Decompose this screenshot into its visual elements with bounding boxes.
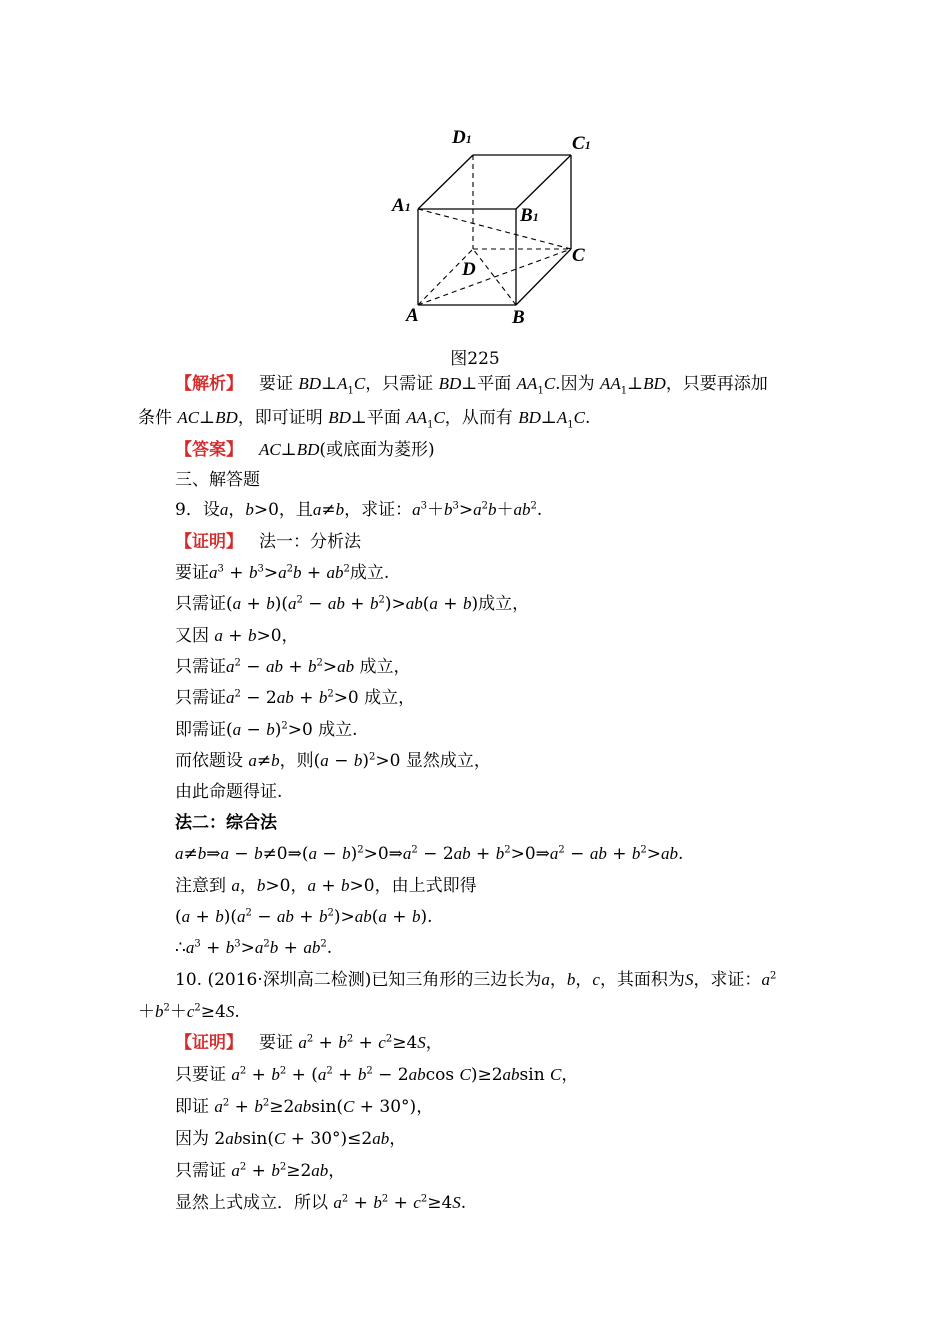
label-a1: A1 [392, 195, 411, 216]
figure-caption: 图225 [450, 349, 500, 369]
label-d1: D1 [452, 127, 472, 148]
analysis-line-2: 条件 AC⊥BD，即可证明 BD⊥平面 $AA_1C$，从而有 $BD\perp A_1C$. [138, 408, 591, 431]
label-c1: C1 [572, 133, 591, 154]
label-c: C [572, 245, 585, 266]
q9-step-7: 而依题设 a≠b，则$(a - b)^2>0$ 显然成立， [175, 751, 491, 771]
q10-proof-6: 显然上式成立．所以 $a^2 + b^2 + c^2\ge 4S$. [175, 1193, 467, 1213]
q9-step-3: 又因 a + b>0， [175, 626, 299, 646]
q10-stem-1: 10. (2016·深圳高二检测)已知三角形的三边长为a，b，c，其面积为S，求证：$a^2$ [175, 970, 777, 990]
q9-note: 注意到 a，b>0，a + b>0，由上式即得 [175, 876, 477, 896]
q9-step-5: 只需证$a^2 - 2ab + b^2>0$ 成立， [175, 688, 416, 708]
q9-step-4: 只需证$a^2$ − ab + $b^2>ab$ 成立， [175, 657, 411, 677]
cube-diagram [380, 125, 610, 335]
answer-line: 【答案】 AC⊥BD(或底面为菱形) [175, 440, 435, 460]
section-heading: 三、解答题 [175, 470, 260, 490]
q9-conclusion: $\therefore a^3 + b^3>a^2b + ab^2$. [175, 938, 333, 958]
q10-proof-3: 即证 $a^2 + b^2\ge 2absin(C + 30^\circ)$， [175, 1097, 434, 1117]
q9-method-2: 法二：综合法 [175, 813, 277, 833]
q10-stem-2: $+b^2+c^2\ge 4S$. [138, 1002, 240, 1022]
q9-step-6: 即需证$(a - b)^2>0$ 成立. [175, 720, 358, 740]
analysis-line-1: 【解析】 要证 $BD\perp A_1C$，只需证 BD⊥平面 $AA_1C$.因为 $AA_1\perp BD$，只要再添加 [175, 374, 768, 397]
q10-proof-2: 只要证 $a^2 + b^2 + (a^2 + b^2 - 2abcos$ C)≥2absin C， [175, 1065, 579, 1085]
label-a: A [406, 305, 419, 326]
q10-proof-5: 只需证 $a^2 + b^2\ge 2ab$， [175, 1161, 346, 1181]
label-d: D [462, 259, 476, 280]
q9-chain: a≠b⇒a − b≠0⇒(a − $b)^2>0\Rightarrow a^2 - 2ab$ + $b^2>0\Rightarrow a^2$ − ab + $b^2>ab$. [175, 844, 684, 864]
q10-proof-1: 【证明】 要证 $a^2 + b^2 + c^2\ge 4S$， [175, 1033, 443, 1053]
q9-proof-tag: 【证明】 [175, 532, 243, 552]
q9-step-8: 由此命题得证. [175, 782, 283, 802]
q9-stem: 9．设a，b>0，且a≠b，求证：$a^3+b^3>a^2b+ab^2$. [175, 500, 543, 520]
q9-step-1: 要证$a^3 + b^3>a^2b + ab^2$成立. [175, 563, 390, 583]
q10-proof-4: 因为 2absin(C + 30°)≤2ab， [175, 1129, 407, 1149]
q9-proof-head: 【证明】 法一：分析法 [175, 532, 361, 552]
cube-figure [380, 125, 610, 335]
label-b: B [512, 307, 525, 328]
q10-proof-tag: 【证明】 [175, 1033, 243, 1053]
answer-tag: 【答案】 [175, 440, 243, 460]
analysis-tag: 【解析】 [175, 374, 243, 394]
q9-derived: $(a + b)(a^2$ − ab + $b^2)>ab(a + b)$. [175, 907, 433, 927]
q9-step-2: 只需证$(a + b)(a^2$ − ab + $b^2)>ab(a + b)$成立， [175, 594, 530, 614]
label-b1: B1 [520, 205, 539, 226]
